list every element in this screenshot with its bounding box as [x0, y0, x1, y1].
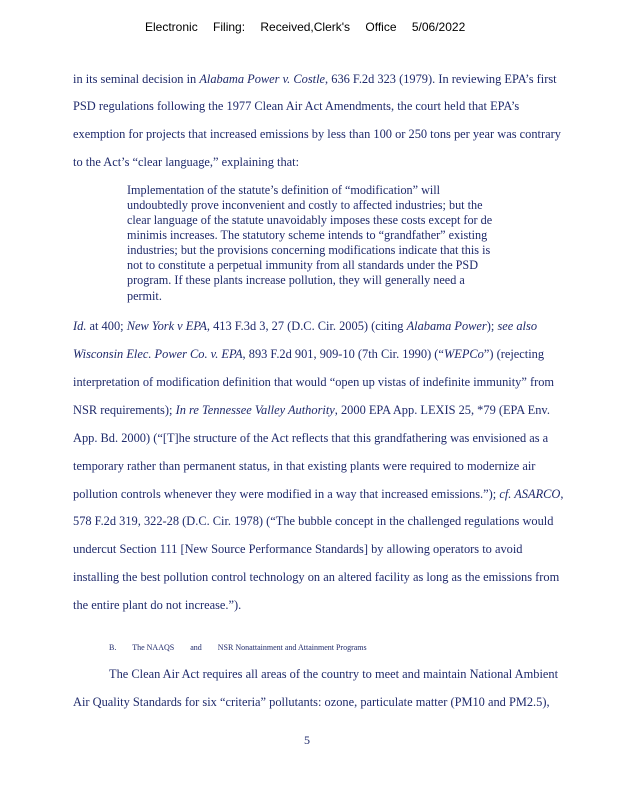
quote-line: clear language of the statute unavoidably imposes these costs except for de — [127, 213, 493, 227]
citation-line: App. Bd. 2000) (“[T]he structure of the Act reflects that this grandfathering was envisioned as a — [73, 431, 549, 445]
quote-line: minimis increases. The statutory scheme intends to “grandfather” existing — [127, 228, 488, 242]
section-title-part: NSR Nonattainment and Attainment Programs — [217, 643, 367, 652]
body-line: PSD regulations following the 1977 Clean Air Act Amendments, the court held that EPA’s — [73, 99, 520, 113]
body-line: in its seminal decision in Alabama Power v. Costle, 636 F.2d 323 (1979). In reviewing EPA’s first — [73, 72, 557, 86]
citation-line: pollution controls whenever they were modified in a way that increased emissions.”); cf. ASARCO, — [73, 487, 564, 501]
citation-line: undercut Section 111 [New Source Performance Standards] by allowing operators to avoid — [73, 542, 523, 556]
citation-line: NSR requirements); In re Tennessee Valley Authority, 2000 EPA App. LEXIS 25, *79 (EPA Env. — [73, 403, 550, 417]
quote-line: permit. — [127, 289, 162, 303]
stamp-part: Office — [365, 20, 397, 34]
section-title-part: The NAAQS — [132, 643, 175, 652]
citation-line: Id. at 400; New York v EPA, 413 F.3d 3, 27 (D.C. Cir. 2005) (citing Alabama Power); see also — [73, 319, 538, 333]
paragraph-line: The Clean Air Act requires all areas of the country to meet and maintain National Ambient — [109, 667, 559, 681]
section-title-part: and — [190, 643, 202, 652]
citation-line: Wisconsin Elec. Power Co. v. EPA, 893 F.2d 901, 909-10 (7th Cir. 1990) (“WEPCo”) (rejecting — [73, 347, 545, 361]
stamp-part: Electronic — [145, 20, 198, 34]
page-number: 5 — [304, 733, 310, 747]
quote-line: program. If these plants increase pollution, they will generally need a — [127, 273, 465, 287]
quote-line: not to constitute a perpetual immunity from all standards under the PSD — [127, 258, 479, 272]
filing-stamp — [145, 20, 477, 34]
quote-line: industries; but the provisions concerning modifications indicate that this is — [127, 243, 491, 257]
quote-line: undoubtedly prove inconvenient and costly to affected industries; but the — [127, 198, 483, 212]
stamp-date: 5/06/2022 — [411, 20, 466, 34]
body-line: exemption for projects that increased emissions by less than 100 or 250 tons per year was contrary — [73, 127, 561, 141]
citation-line: temporary rather than permanent status, in that existing plants were required to modernize air — [73, 459, 536, 473]
citation-line: the entire plant do not increase.”). — [73, 598, 242, 612]
stamp-part: Received,Clerk's — [260, 20, 351, 34]
quote-line: Implementation of the statute’s definition of “modification” will — [127, 183, 441, 197]
citation-line: 578 F.2d 319, 322-28 (D.C. Cir. 1978) (“The bubble concept in the challenged regulations would — [73, 514, 554, 528]
citation-line: interpretation of modification definition that would “open up vistas of indefinite immunity” from — [73, 375, 555, 389]
stamp-part: Filing: — [213, 20, 246, 34]
section-letter: B. — [109, 643, 117, 652]
body-line: to the Act’s “clear language,” explaining that: — [73, 155, 300, 169]
citation-line: installing the best pollution control technology on an altered facility as long as the emissions from — [73, 570, 560, 584]
paragraph-line: Air Quality Standards for six “criteria” pollutants: ozone, particulate matter (PM10 and PM2.5), — [73, 695, 550, 709]
section-heading — [109, 643, 381, 652]
